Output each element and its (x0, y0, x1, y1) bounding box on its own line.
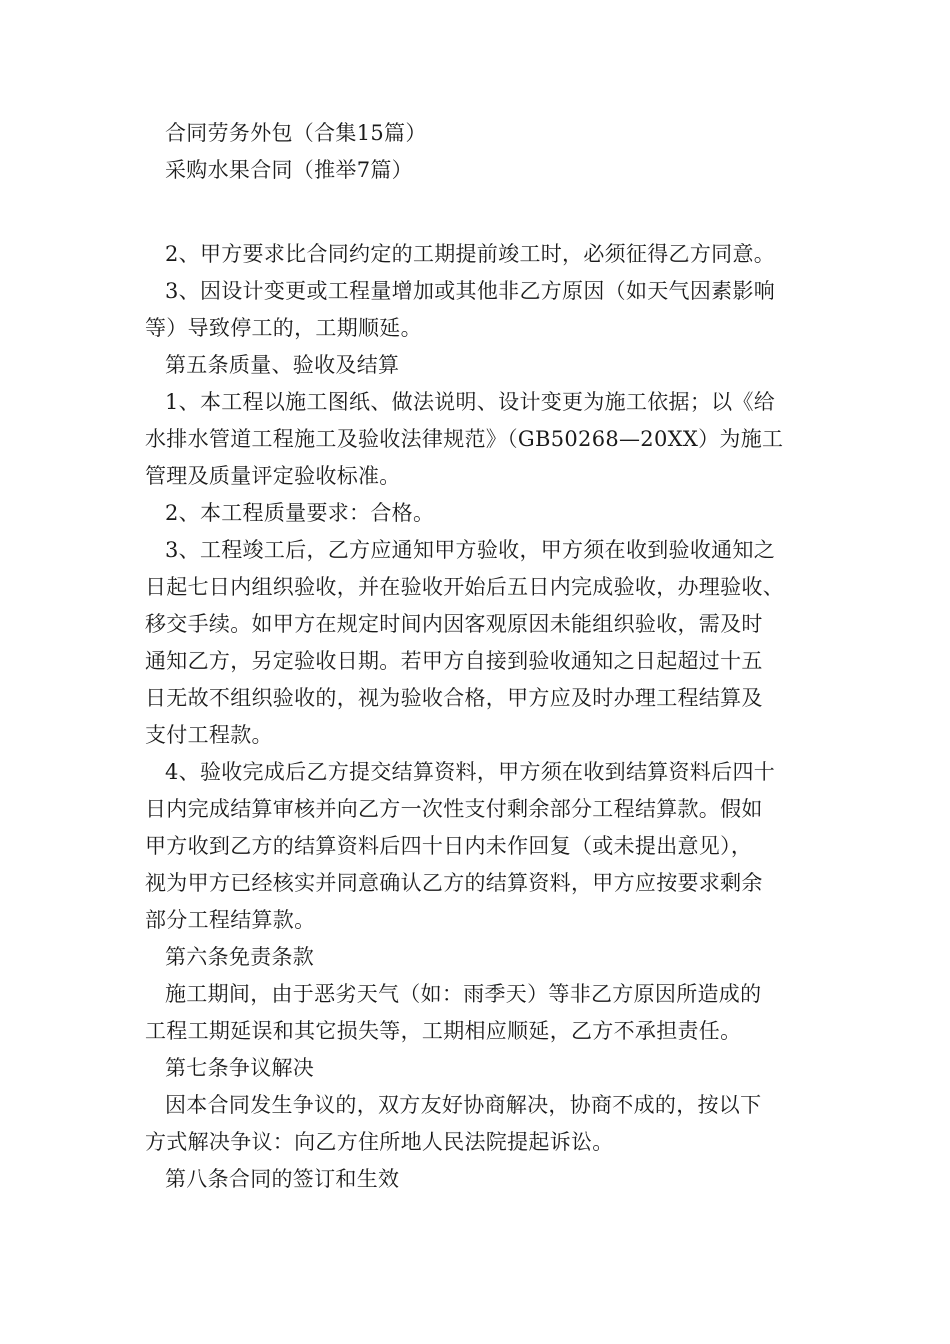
clause-line: 工程工期延误和其它损失等，工期相应顺延，乙方不承担责任。 (145, 1019, 742, 1043)
clause-line: 4、验收完成后乙方提交结算资料，甲方须在收到结算资料后四十 (165, 760, 776, 784)
clause-line: 视为甲方已经核实并同意确认乙方的结算资料，甲方应按要求剩余 (145, 871, 763, 895)
related-link-fruit-purchase[interactable]: 采购水果合同（推举7篇） (165, 158, 413, 182)
clause-line: 施工期间，由于恶劣天气（如：雨季天）等非乙方原因所造成的 (165, 982, 762, 1006)
clause-line: 2、甲方要求比合同约定的工期提前竣工时，必须征得乙方同意。 (165, 242, 776, 266)
document-body (145, 115, 825, 1198)
section-heading: 第六条免责条款 (165, 945, 315, 969)
clause-line: 管理及质量评定验收标准。 (145, 464, 401, 488)
clause-line: 支付工程款。 (145, 723, 273, 747)
clause-line: 因本合同发生争议的，双方友好协商解决，协商不成的，按以下 (165, 1093, 762, 1117)
section-heading: 第五条质量、验收及结算 (165, 353, 400, 377)
section-heading: 第八条合同的签订和生效 (165, 1167, 400, 1191)
clause-line: 方式解决争议：向乙方住所地人民法院提起诉讼。 (145, 1130, 614, 1154)
clause-line: 3、因设计变更或工程量增加或其他非乙方原因（如天气因素影响 (165, 279, 776, 303)
spacer (145, 189, 825, 236)
related-link-outsourcing[interactable]: 合同劳务外包（合集15篇） (165, 121, 427, 145)
clause-line: 等）导致停工的，工期顺延。 (145, 316, 422, 340)
clause-line: 3、工程竣工后，乙方应通知甲方验收，甲方须在收到验收通知之 (165, 538, 776, 562)
clause-line: 1、本工程以施工图纸、做法说明、设计变更为施工依据；以《给 (165, 390, 776, 414)
clause-line: 水排水管道工程施工及验收法律规范》（GB50268—20XX）为施工 (145, 427, 784, 451)
clause-line: 部分工程结算款。 (145, 908, 316, 932)
clause-line: 2、本工程质量要求：合格。 (165, 501, 435, 525)
clause-line: 日无故不组织验收的，视为验收合格，甲方应及时办理工程结算及 (145, 686, 763, 710)
clause-line: 移交手续。如甲方在规定时间内因客观原因未能组织验收，需及时 (145, 612, 763, 636)
clause-line: 通知乙方，另定验收日期。若甲方自接到验收通知之日起超过十五 (145, 649, 763, 673)
clause-line: 甲方收到乙方的结算资料后四十日内未作回复（或未提出意见）， (145, 834, 753, 858)
clause-line: 日内完成结算审核并向乙方一次性支付剩余部分工程结算款。假如 (145, 797, 763, 821)
clause-line: 日起七日内组织验收，并在验收开始后五日内完成验收，办理验收、 (145, 575, 784, 599)
section-heading: 第七条争议解决 (165, 1056, 315, 1080)
